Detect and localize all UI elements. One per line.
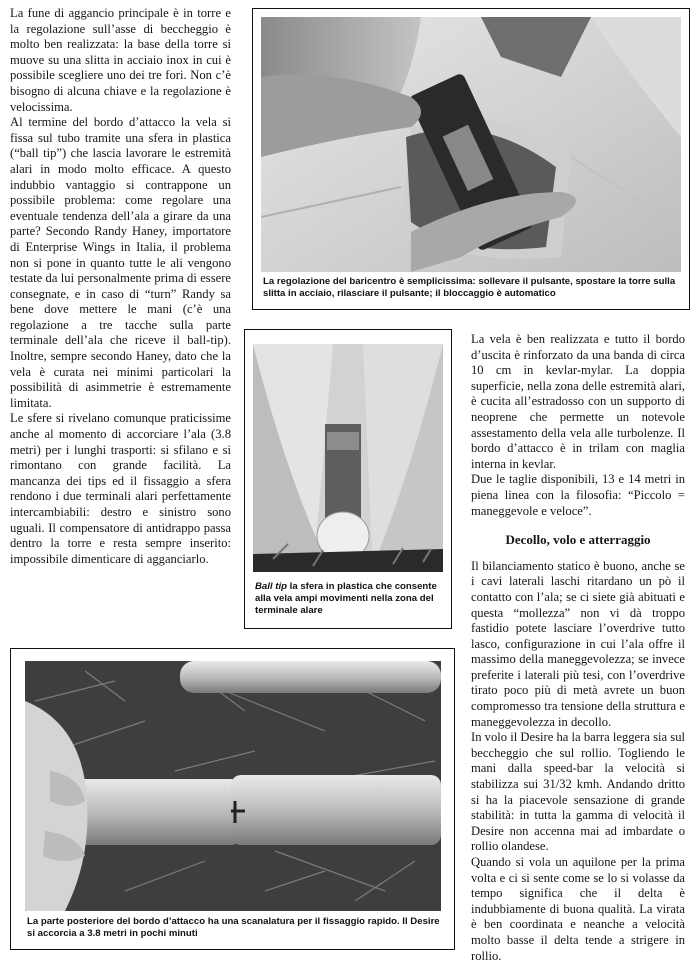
section-heading: Decollo, volo e atterraggio bbox=[505, 532, 651, 548]
figure-caption-cg: La regolazione del baricentro è semplicissima: sollevare il pulsante, spostare la torre sulla slitta in acciaio, rilasciare il pulsante; il bloccaggio è automatico bbox=[263, 276, 676, 299]
right-text-column bbox=[471, 332, 685, 964]
paragraph-flight: In volo il Desire ha la barra leggera sia sul beccheggio che sul rollio. Togliendo le mani dalla speed-bar la velocità si stabilizza sui 31/32 kmh. Andando dritto si ha la piacevole sensazione di grande stabilità: in tutta la gamma di velocità il Desire non accenna mai ad imbardate o rollio olandese. bbox=[471, 730, 685, 854]
photo-tower-slider bbox=[261, 17, 681, 272]
caption-lead: Ball tip bbox=[255, 581, 287, 592]
photo-leading-edge bbox=[25, 661, 441, 911]
left-text-column bbox=[10, 6, 231, 567]
figure-ball-tip bbox=[244, 329, 452, 629]
figure-caption-ball-tip bbox=[255, 581, 443, 617]
paragraph-tower-adjustment: La fune di aggancio principale è in torre e la regolazione sull’asse di beccheggio è molto ben realizzata: la base della torre si muove su una slitta in acciaio inox in cui è possibile scegliere uno dei tre fori. Non c’è bisogno di alcuna chiave e la regolazione è velocissima. bbox=[10, 6, 231, 114]
photo-ball-tip bbox=[253, 344, 443, 572]
paragraph-sail: La vela è ben realizzata e tutto il bordo d’uscita è rinforzato da una banda di circa 10 cm in kevlar-mylar. La doppia superficie, nella zona delle estremità alari, è cucita all’estradosso con un supporto di neoprene che permette un notevole assestamento della vela alle turbolenze. Il bordo d’attacco è in trilam con maglia interna in kevlar. bbox=[471, 332, 685, 471]
paragraph-ball-tip: Al termine del bordo d’attacco la vela si fissa sul tubo tramite una sfera in plastica (“ball tip”) che lascia lavorare le estremità alari in modo molto efficace. A questo indubbio vantaggio si contrappone un possibile problema: come regolare una eventuale tendenza dell’ala a girare da una parte? Secondo Randy Haney, importatore di Enterprise Wings in Italia, il problema non si pone in quanto tutte le ali vengono testate da lui personalmente prima di essere consegnate, e in caso di “turn” Randy sa bene dove mettere le mani (c’è una regolazione a tre tacche sulla parte terminale dell’ala che riceve il ball-tip). Inoltre, sempre secondo Haney, dato che la vela è curata nei minimi particolari la possibilità di asimmetrie è estremamente limitata. bbox=[10, 115, 231, 410]
figure-leading-edge bbox=[10, 648, 455, 950]
paragraph-sizes: Due le taglie disponibili, 13 e 14 metri in piena linea con la filosofia: “Piccolo = maneggevole e veloce”. bbox=[471, 472, 685, 518]
paragraph-spheres: Le sfere si rivelano comunque praticissime anche al momento di accorciare l’ala (3.8 metri) per i lunghi trasporti: si sfilano e si rimontano con grande facilità. La mancanza dei tips ed il fissaggio a sfera rendono i due terminali alari perfettamente intercambiabili: destro e sinistro sono uguali. Il compensatore di antidrappo passa dentro la torre e resta sempre inserito: impossibile dimenticare di agganciarlo. bbox=[10, 411, 231, 566]
paragraph-handling: Quando si vola un aquilone per la prima volta e ci si sente come se lo si volasse da tempo significa che il delta è indubbiamente di buona qualità. La virata è ben coordinata e neanche a velocità molto basse il delta tende a strigere in rollio. bbox=[471, 855, 685, 963]
figure-caption-leading-edge: La parte posteriore del bordo d’attacco ha una scanalatura per il fissaggio rapido. Il Desire si accorcia a 3.8 metri in pochi minuti bbox=[27, 916, 440, 939]
paragraph-balance: Il bilanciamento statico è buono, anche se i cavi laterali laschi ritardano un pò il contatto con l’ala; se ci siete già abituati e questa “mollezza” non vi dà troppo fastidio potete lasciare l’overdrive tutto lasco, configurazione in cui l’ala offre il massimo della maneggevolezza; se invece preferite i laterali più tesi, con l’overdrive tirato poco più di metà avrete un buon compromesso tra tensione della struttura e maneggevolezza in decollo. bbox=[471, 558, 685, 729]
caption-rest: la sfera in plastica che consente alla vela ampi movimenti nella zona del terminale alare bbox=[255, 581, 437, 616]
figure-cg-adjustment bbox=[252, 8, 690, 310]
